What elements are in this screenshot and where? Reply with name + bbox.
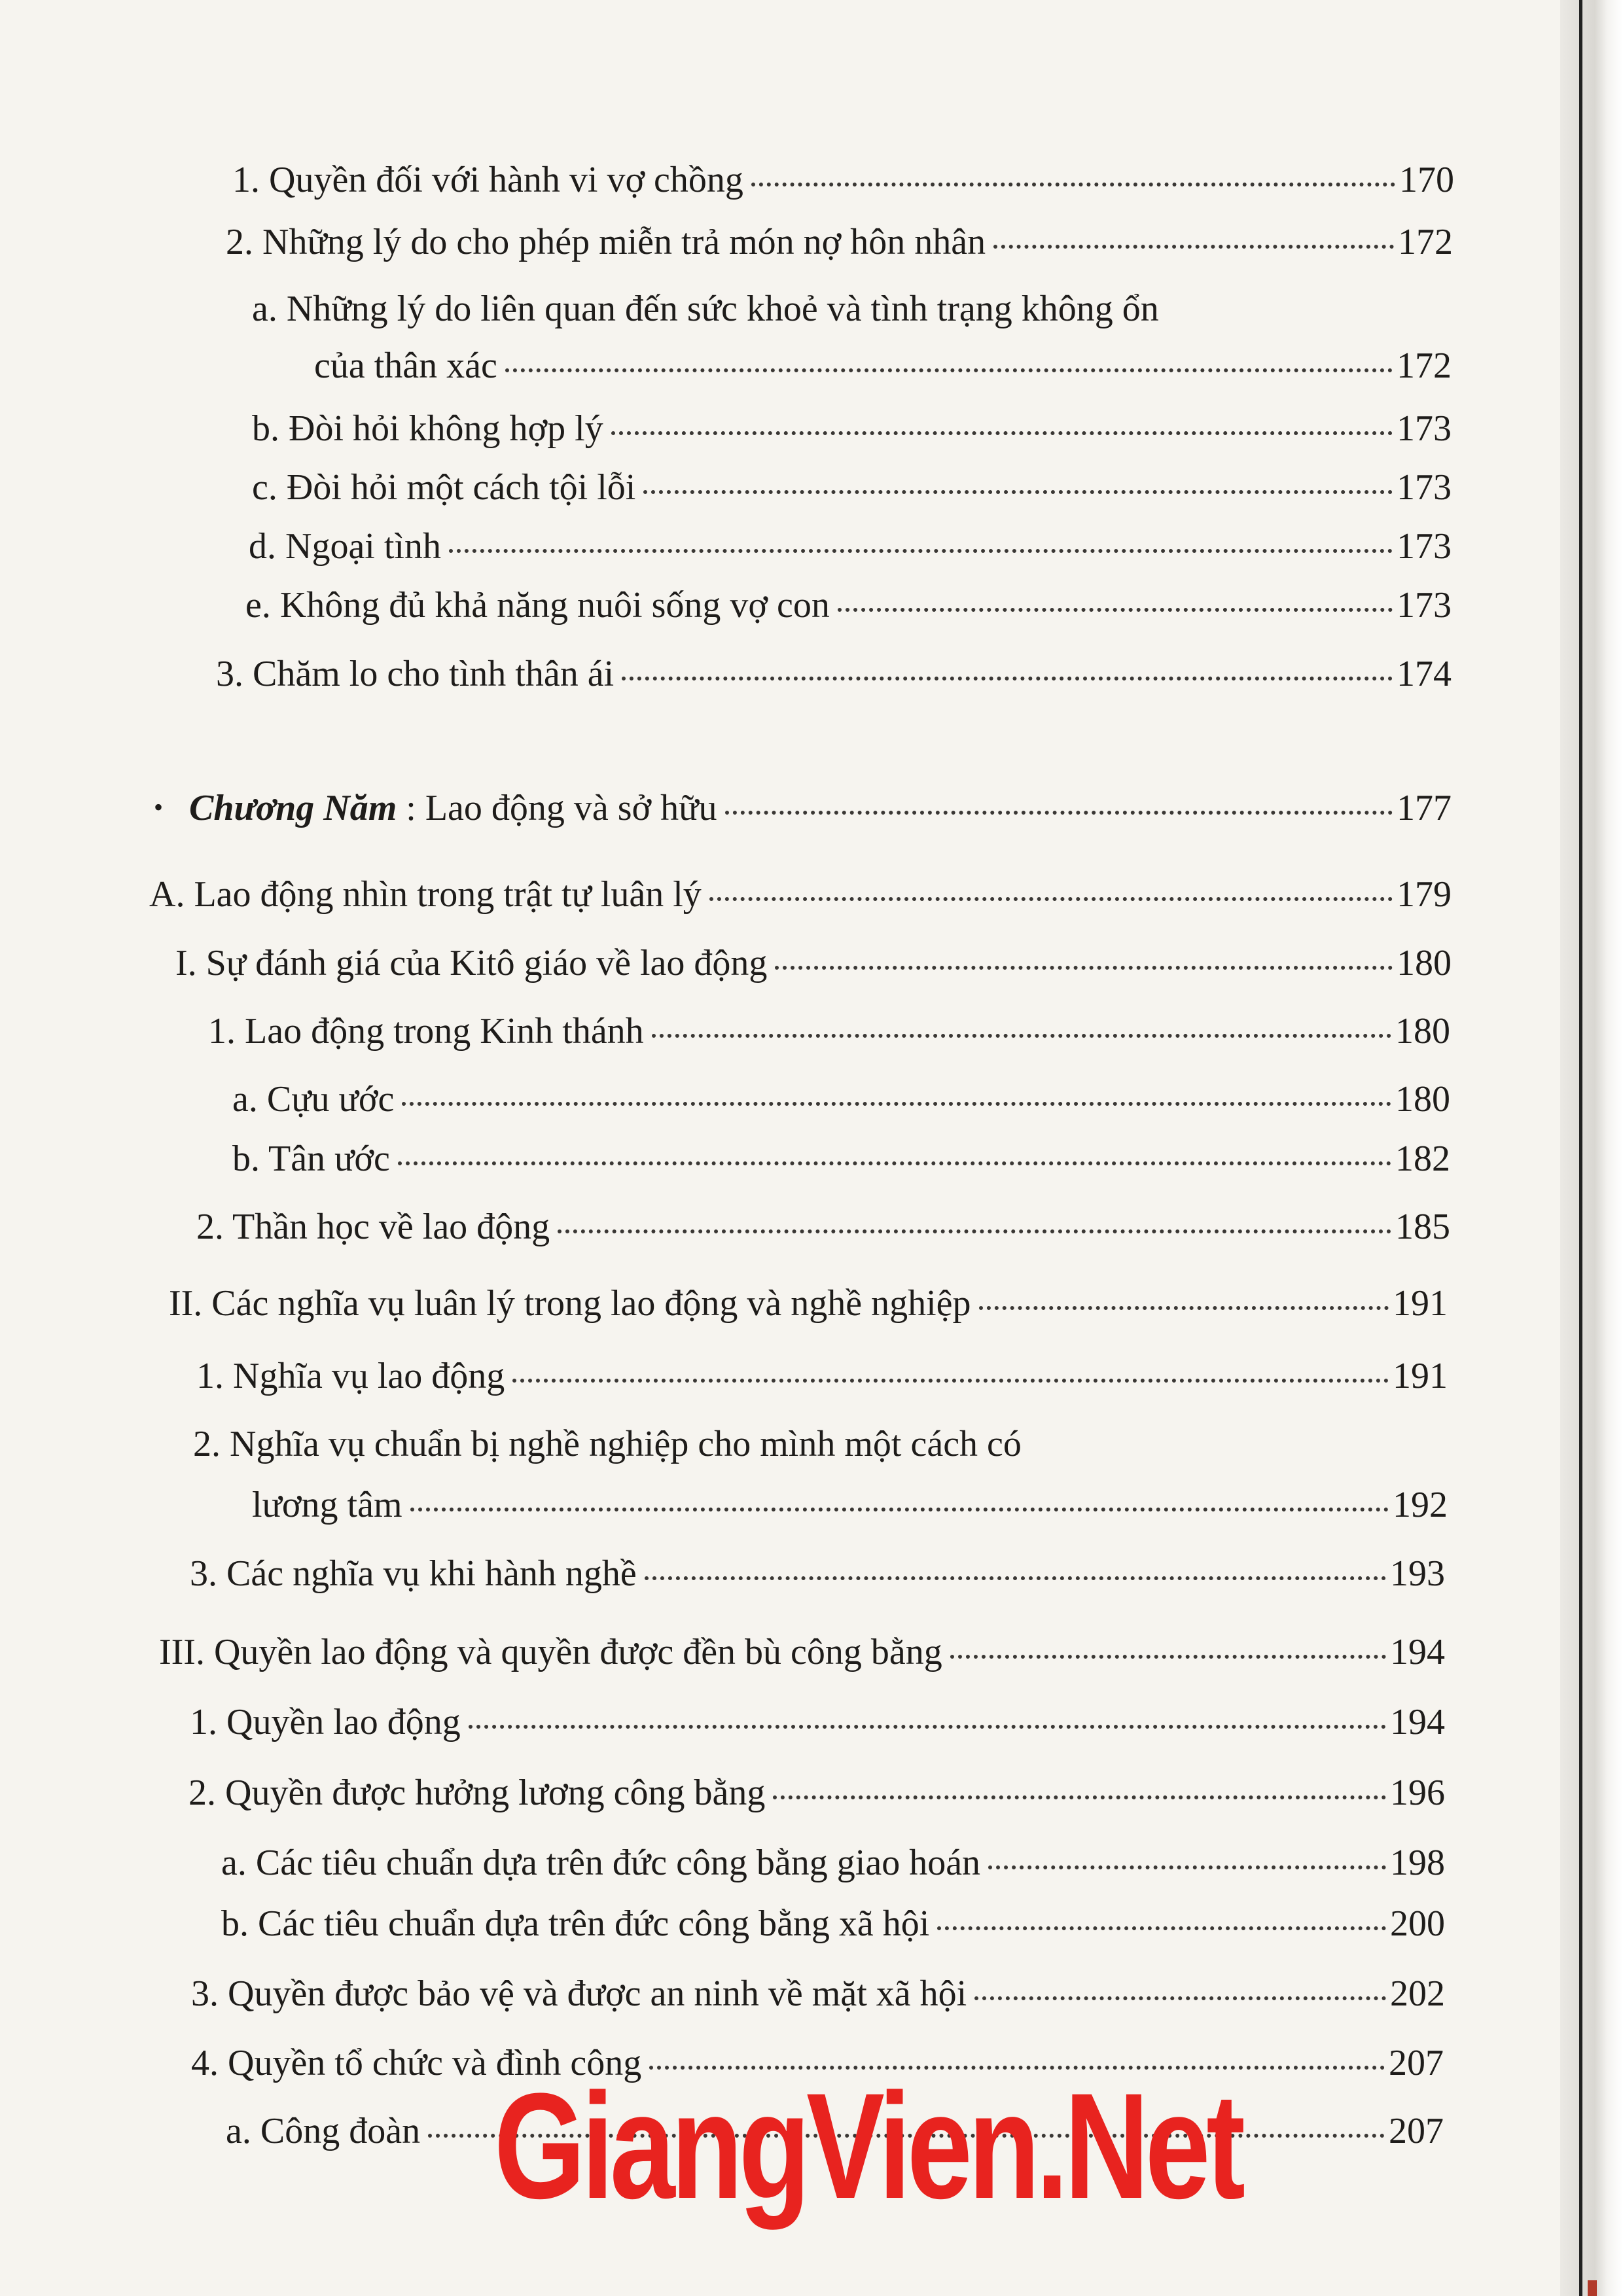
dot-leader: [652, 1034, 1391, 1038]
toc-entry-label: 2. Thần học về lao động: [196, 1207, 550, 1247]
toc-entry-label: lương tâm: [252, 1485, 402, 1525]
toc-entry: [232, 1076, 1450, 1122]
toc-entry-page: 174: [1397, 654, 1452, 694]
toc-entry-label: a. Cựu ước: [232, 1079, 395, 1120]
toc-entry-label: 2. Nghĩa vụ chuẩn bị nghề nghiệp cho mình một cách có: [193, 1424, 1022, 1464]
toc-entry-label: a. Các tiêu chuẩn dựa trên đức công bằng giao hoán: [221, 1843, 981, 1883]
toc-entry-label: của thân xác: [314, 345, 497, 386]
toc-entry-page: 191: [1393, 1283, 1448, 1324]
dot-leader: [449, 549, 1393, 553]
toc-entry: [232, 157, 1454, 203]
dot-leader: [725, 811, 1393, 815]
toc-entry-label: A. Lao động nhìn trong trật tự luân lý: [149, 874, 702, 915]
watermark-logo: GiangVien.Net: [494, 2062, 1241, 2230]
chapter-word: Chương Năm: [189, 788, 397, 828]
dot-leader: [937, 1926, 1386, 1930]
toc-entry-page: 202: [1390, 1973, 1445, 2014]
dot-leader: [988, 1865, 1386, 1869]
dot-leader: [622, 677, 1393, 680]
toc-entry-label: 3. Quyền được bảo vệ và được an ninh về mặt xã hội: [191, 1973, 967, 2014]
toc-entry-label: 1. Lao động trong Kinh thánh: [208, 1011, 644, 1051]
dot-leader: [838, 608, 1393, 612]
toc-entry: [249, 523, 1452, 569]
dot-leader: [402, 1102, 1391, 1106]
toc-entry-page: 180: [1395, 1011, 1450, 1051]
toc-entry: [188, 1770, 1445, 1816]
dot-leader: [709, 897, 1393, 901]
dot-leader: [512, 1379, 1389, 1383]
dot-leader: [974, 1996, 1386, 2000]
dot-leader: [643, 490, 1393, 494]
page-edge-mark: [1588, 2280, 1597, 2296]
dot-leader: [505, 368, 1393, 372]
toc-entry-page: 180: [1397, 943, 1452, 983]
toc-entry-page: 191: [1393, 1356, 1448, 1396]
toc-entry: [245, 582, 1452, 628]
toc-entry: [175, 940, 1452, 986]
toc-entry-page: 207: [1389, 2111, 1444, 2151]
toc-entry-label: I. Sự đánh giá của Kitô giáo về lao động: [175, 943, 768, 983]
chapter-heading: [154, 785, 1452, 834]
toc-entry-page: 207: [1389, 2043, 1444, 2083]
toc-entry-label: b. Tân ước: [232, 1139, 390, 1179]
toc-entry-page: 185: [1395, 1207, 1450, 1247]
toc-entry-page: 192: [1393, 1485, 1448, 1525]
toc-entry-page: 180: [1395, 1079, 1450, 1120]
toc-entry-label: c. Đòi hỏi một cách tội lỗi: [252, 467, 636, 508]
toc-entry-page: 194: [1390, 1702, 1445, 1742]
toc-entry-page: 173: [1397, 408, 1452, 449]
toc-entry-label: III. Quyền lao động và quyền được đền bù công bằng: [159, 1632, 942, 1672]
dot-leader: [398, 1161, 1391, 1165]
dot-leader: [993, 245, 1394, 249]
toc-entry: [159, 1629, 1445, 1675]
toc-entry-page: 170: [1399, 160, 1454, 200]
dot-leader: [611, 431, 1393, 435]
toc-entry: [232, 1136, 1450, 1182]
toc-entry-page: 172: [1397, 345, 1452, 386]
toc-entry: [191, 1971, 1445, 2017]
dot-leader: [775, 966, 1393, 970]
toc-entry-label: d. Ngoại tình: [249, 526, 441, 567]
toc-entry: [208, 1008, 1450, 1054]
toc-entry: [314, 343, 1452, 389]
toc-entry-label: 1. Quyền lao động: [190, 1702, 461, 1742]
toc-entry-page: 173: [1397, 585, 1452, 626]
toc-entry-label: b. Các tiêu chuẩn dựa trên đức công bằng xã hội: [221, 1903, 930, 1944]
toc-entry-page: 196: [1390, 1773, 1445, 1813]
toc-entry-label: 2. Quyền được hưởng lương công bằng: [188, 1773, 766, 1813]
toc-entry-label: e. Không đủ khả năng nuôi sống vợ con: [245, 585, 830, 626]
toc-entry: [196, 1353, 1448, 1399]
toc-entry-page: 182: [1395, 1139, 1450, 1179]
toc-entry-label: 2. Những lý do cho phép miễn trả món nợ hôn nhân: [226, 222, 986, 262]
toc-entry-label: 3. Các nghĩa vụ khi hành nghề: [190, 1553, 637, 1594]
dot-leader: [773, 1795, 1386, 1799]
dot-leader: [410, 1508, 1389, 1511]
toc-entry: [252, 406, 1452, 451]
toc-entry: [252, 1482, 1448, 1528]
toc-entry-page: 198: [1390, 1843, 1445, 1883]
chapter-page: 177: [1397, 788, 1452, 828]
page-edge: [1560, 0, 1623, 2296]
dot-leader: [645, 1576, 1386, 1580]
toc-entry-label: II. Các nghĩa vụ luân lý trong lao động và nghề nghiệp: [169, 1283, 971, 1324]
dot-leader: [558, 1229, 1391, 1233]
toc-entry-label: a. Công đoàn: [226, 2111, 421, 2151]
dot-leader: [469, 1725, 1386, 1729]
toc-entry-label: a. Những lý do liên quan đến sức khoẻ và tình trạng không ổn: [252, 289, 1159, 329]
toc-entry-page: 173: [1397, 467, 1452, 508]
chapter-title: : Lao động và sở hữu: [406, 788, 717, 828]
toc-entry-label: 4. Quyền tổ chức và đình công: [191, 2043, 642, 2083]
toc-entry: [190, 1551, 1445, 1597]
toc-entry: [190, 1699, 1445, 1745]
dot-leader: [950, 1655, 1386, 1659]
toc-entry-label: 1. Quyền đối với hành vi vợ chồng: [232, 160, 743, 200]
toc-entry-page: 179: [1397, 874, 1452, 915]
dot-leader: [979, 1306, 1389, 1310]
toc-entry: [226, 219, 1453, 265]
page-edge-line: [1579, 0, 1582, 2296]
dot-leader: [751, 183, 1395, 186]
toc-entry-page: 200: [1390, 1903, 1445, 1944]
toc-entry-page: 193: [1390, 1553, 1445, 1594]
toc-entry-label: b. Đòi hỏi không hợp lý: [252, 408, 603, 449]
toc-entry: [221, 1901, 1445, 1947]
toc-entry-label: 1. Nghĩa vụ lao động: [196, 1356, 505, 1396]
toc-entry: [169, 1280, 1448, 1326]
toc-entry: [149, 872, 1452, 917]
toc-entry: [252, 465, 1452, 510]
bullet-icon: •: [154, 792, 164, 822]
toc-entry: [221, 1840, 1445, 1886]
toc-entry-page: 194: [1390, 1632, 1445, 1672]
toc-entry-page: 172: [1398, 222, 1453, 262]
toc-entry: [196, 1204, 1450, 1250]
toc-entry-label: 3. Chăm lo cho tình thân ái: [216, 654, 615, 694]
chapter-heading-label: [154, 785, 717, 834]
toc-entry: [216, 651, 1452, 697]
toc-entry-page: 173: [1397, 526, 1452, 567]
